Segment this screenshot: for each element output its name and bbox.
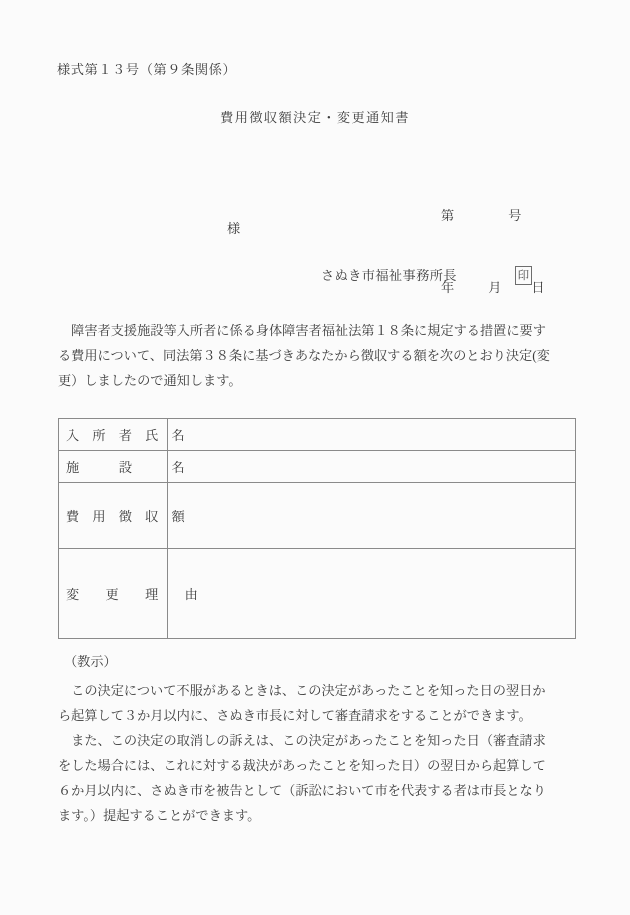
table-value-facility-name[interactable] xyxy=(168,451,576,483)
notice-p2-line-1: また、この決定の取消しの訴えは、この決定があったことを知った日（審査請求 xyxy=(58,733,546,748)
body-line-1: 障害者支援施設等入所者に係る身体障害者福祉法第１８条に規定する措置に要す xyxy=(58,323,546,338)
document-title: 費用徴収額決定・変更通知書 xyxy=(220,110,410,125)
table-label-text: 施 設 名 xyxy=(66,460,185,475)
notice-heading: （教示） xyxy=(64,654,117,669)
body-line-2: る費用について、同法第３８条に基づきあなたから徴収する額を次のとおり決定(変 xyxy=(58,348,550,363)
table-value-change-reason[interactable] xyxy=(168,549,576,639)
issuer-name: さぬき市福祉事務所長 xyxy=(321,267,457,283)
table-row xyxy=(59,451,576,483)
notice-p2-line-3: ６か月以内に、さぬき市を被告として（訴訟において市を代表する者は市長となり xyxy=(58,783,546,798)
table-label-text: 費 用 徴 収 額 xyxy=(66,509,185,524)
notice-p1-line-2: ら起算して３か月以内に、さぬき市長に対して審査請求をすることができます。 xyxy=(58,708,532,723)
date-month-label: 月 xyxy=(488,280,502,295)
notice-paragraph-1 xyxy=(58,678,574,728)
reference-number-suffix: 号 xyxy=(508,208,522,223)
table-label-change-reason xyxy=(59,549,198,639)
reference-number-prefix: 第 xyxy=(441,208,455,223)
table-row xyxy=(59,483,576,549)
table-label-text: 入 所 者 氏 名 xyxy=(66,428,185,443)
issuer-line xyxy=(321,266,532,285)
form-table xyxy=(58,418,576,639)
table-label-resident-name xyxy=(59,419,185,451)
notice-p2-line-2: をした場合には、これに対する裁決があったことを知った日）の翌日から起算して xyxy=(58,758,546,773)
notice-paragraph-2 xyxy=(58,728,574,828)
table-row xyxy=(59,419,576,451)
addressee-honorific: 様 xyxy=(227,221,241,236)
notice-p2-line-4: ます。）提起することができます。 xyxy=(58,808,261,823)
table-value-collection-amount[interactable] xyxy=(168,483,576,549)
table-value-resident-name[interactable] xyxy=(168,419,576,451)
body-paragraph xyxy=(58,318,574,393)
table-row xyxy=(59,549,576,639)
date-year-label: 年 xyxy=(441,280,455,295)
table-label-facility-name xyxy=(59,451,185,483)
notice-p1-line-1: この決定について不服があるときは、この決定があったことを知った日の翌日か xyxy=(58,683,546,698)
date-day-label: 日 xyxy=(531,280,545,295)
seal-stamp-box: 印 xyxy=(515,266,532,285)
table-label-text: 変 更 理 由 xyxy=(66,587,198,602)
body-line-3: 更）しましたので通知します。 xyxy=(58,373,242,388)
reference-number-row xyxy=(441,204,545,228)
form-number: 様式第１３号（第９条関係） xyxy=(57,62,237,77)
table-label-collection-amount xyxy=(59,483,185,549)
